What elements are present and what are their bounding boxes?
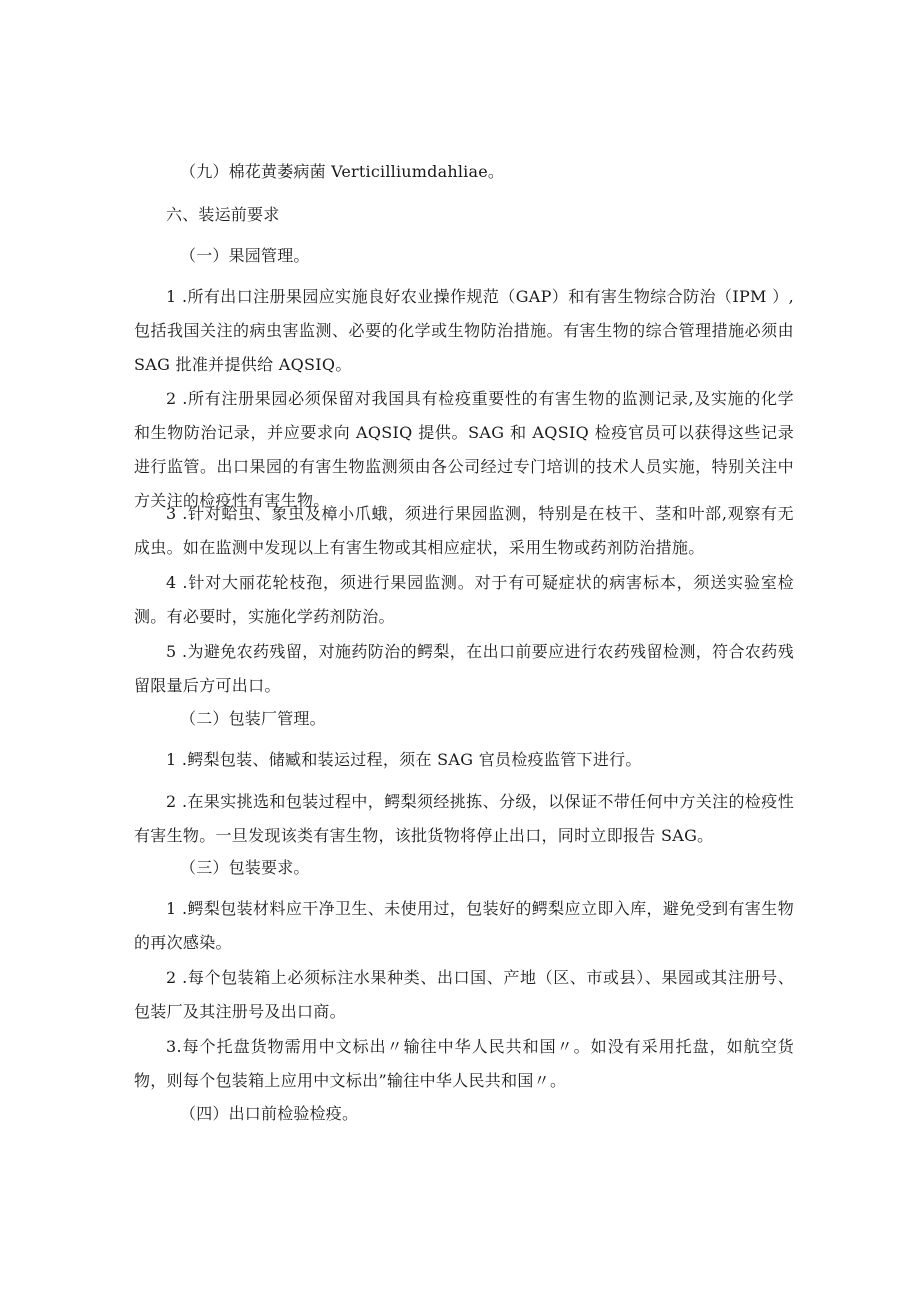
paragraph-orchard-5: 5 .为避免农药残留，对施药防治的鳄梨，在出口前要应进行农药残留检测，符合农药残留限量后方可出口。 <box>134 642 794 695</box>
paragraph-orchard-4: 4 .针对大丽花轮枝孢，须进行果园监测。对于有可疑症状的病害标本，须送实验室检测。有必要时，实施化学药剂防治。 <box>134 573 794 626</box>
subsection-heading-orchard: （一）果园管理。 <box>180 246 310 265</box>
paragraph-packaging-2: 2 .每个包装箱上必须标注水果种类、出口国、产地（区、市或县）、果园或其注册号、包装厂及其注册号及出口商。 <box>134 968 794 1021</box>
paragraph-packaging-3: 3.每个托盘货物需用中文标出〃输往中华人民共和国〃。如没有采用托盘，如航空货物，则每个包装箱上应用中文标出”输往中华人民共和国〃。 <box>134 1037 794 1090</box>
paragraph-packing-2: 2 .在果实挑选和包装过程中，鳄梨须经挑拣、分级，以保证不带任何中方关注的检疫性有害生物。一旦发现该类有害生物，该批货物将停止出口，同时立即报告 SAG。 <box>134 792 794 845</box>
section-heading-pre-shipment: 六、装运前要求 <box>166 205 280 224</box>
paragraph-orchard-1: 1 .所有出口注册果园应实施良好农业操作规范（GAP）和有害生物综合防治（IPM ）,包括我国关注的病虫害监测、必要的化学或生物防治措施。有害生物的综合管理措施必须由 SAG 批准并提供给 AQSIQ。 <box>134 287 794 374</box>
list-item-nine: （九）棉花黄萎病菌 Verticilliumdahliae。 <box>180 162 505 181</box>
subsection-heading-pre-export-inspection: （四）出口前检验检疫。 <box>180 1104 359 1123</box>
paragraph-orchard-3: 3 .针对蛤虫、象虫及樟小爪蛾，须进行果园监测，特别是在枝干、茎和叶部,观察有无成虫。如在监测中发现以上有害生物或其相应症状，采用生物或药剂防治措施。 <box>134 504 794 557</box>
subsection-heading-packaging: （三）包装要求。 <box>180 858 310 877</box>
paragraph-packaging-1: 1 .鳄梨包装材料应干净卫生、未使用过，包装好的鳄梨应立即入库，避免受到有害生物的再次感染。 <box>134 899 794 952</box>
subsection-heading-packing-plant: （二）包装厂管理。 <box>180 709 326 728</box>
paragraph-orchard-2: 2 .所有注册果园必须保留对我国具有检疫重要性的有害生物的监测记录,及实施的化学和生物防治记录，并应要求向 AQSIQ 提供。SAG 和 AQSIQ 检疫官员可以获得这些记录进行监管。出口果园的有害生物监测须由各公司经过专门培训的技术人员实施，特别关注中方关注的检疫性有害生物。 <box>134 389 794 510</box>
paragraph-packing-1: 1 .鳄梨包装、储臧和装运过程，须在 SAG 官员检疫监管下进行。 <box>166 750 642 769</box>
